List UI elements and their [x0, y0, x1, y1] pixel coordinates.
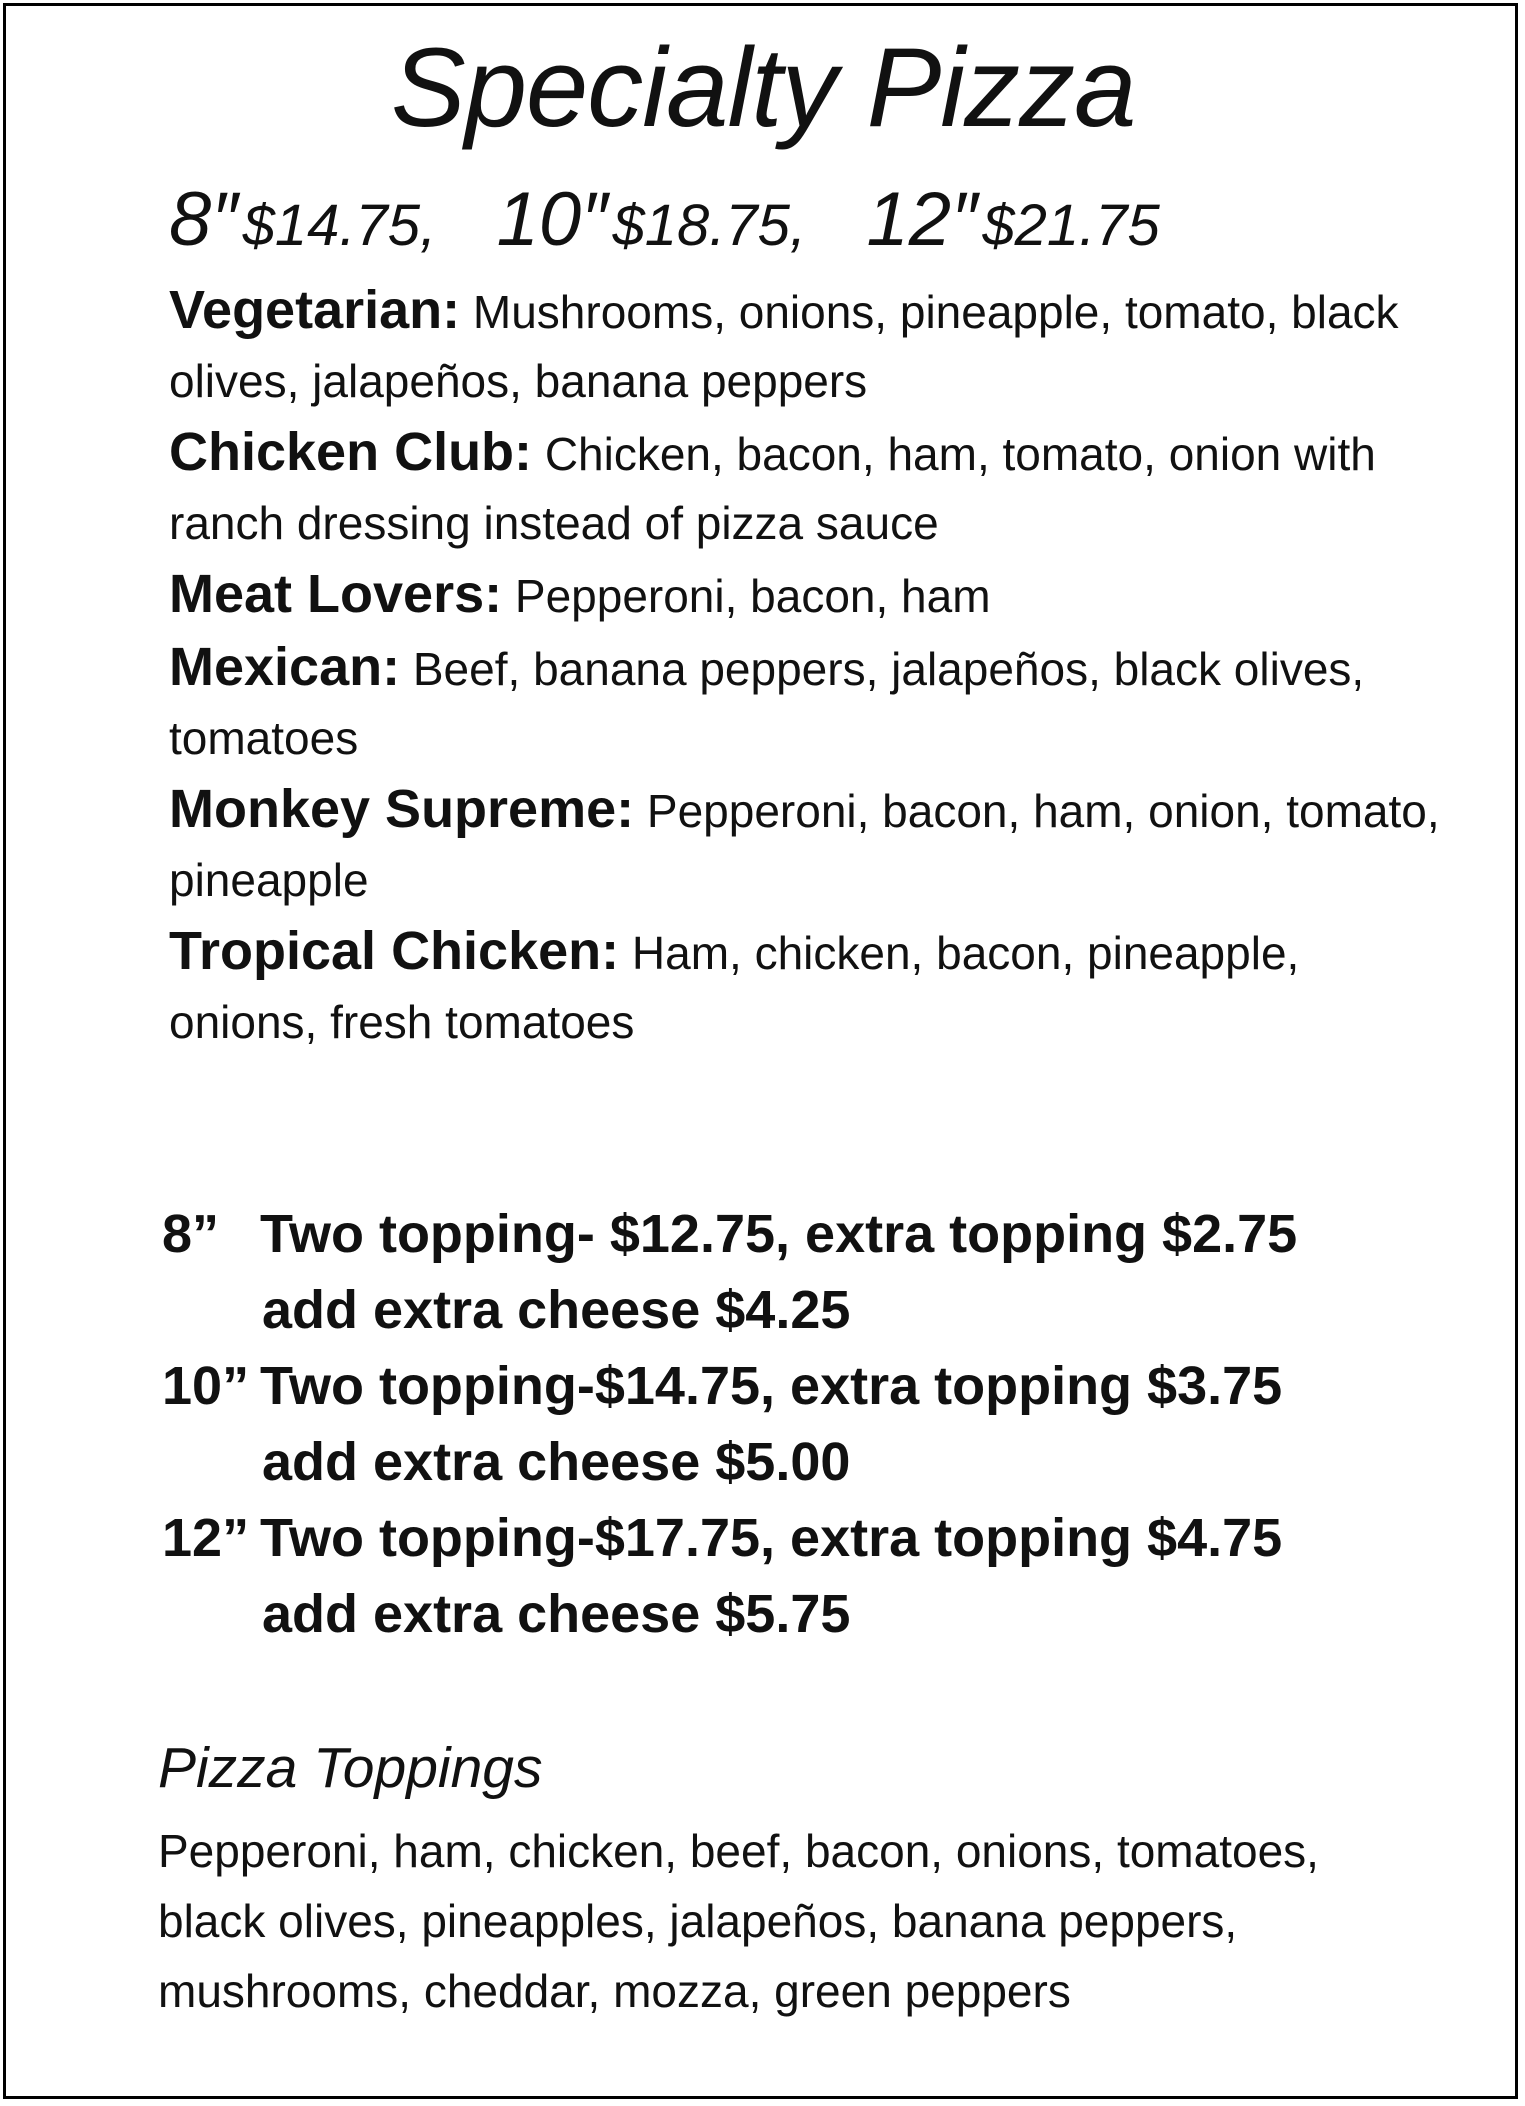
build-row-8	[162, 1196, 1462, 1272]
specialty-ingredients: Pepperoni, bacon, ham, onion, tomato, pineapple	[169, 785, 1440, 906]
specialty-price-8: $14.75,	[242, 193, 437, 258]
specialty-item-monkey-supreme	[169, 775, 1459, 915]
menu-title: Specialty Pizza	[391, 25, 1136, 150]
specialty-pizza-list	[169, 276, 1459, 1059]
build-price-line: Two topping-$17.75, extra topping $4.75	[260, 1508, 1283, 1568]
specialty-name: Tropical Chicken:	[169, 921, 620, 981]
specialty-item-chicken-club	[169, 418, 1459, 558]
specialty-name: Meat Lovers:	[169, 564, 503, 624]
specialty-item-vegetarian	[169, 276, 1459, 416]
specialty-item-meat-lovers	[169, 560, 1459, 631]
specialty-price-12: $21.75	[982, 193, 1160, 258]
specialty-size-8: 8″	[169, 177, 239, 262]
build-cheese-8: add extra cheese $4.25	[262, 1280, 851, 1340]
specialty-item-mexican	[169, 633, 1459, 773]
specialty-ingredients: Ham, chicken, bacon, pineapple, onions, fresh tomatoes	[169, 927, 1300, 1048]
build-row-12	[162, 1500, 1462, 1576]
specialty-name: Vegetarian:	[169, 280, 461, 340]
specialty-name: Mexican:	[169, 637, 401, 697]
specialty-name: Monkey Supreme:	[169, 779, 635, 839]
specialty-name: Chicken Club:	[169, 422, 533, 482]
specialty-size-12: 12″	[866, 177, 978, 262]
menu-page	[3, 3, 1518, 2099]
specialty-ingredients: Chicken, bacon, ham, tomato, onion with ranch dressing instead of pizza sauce	[169, 428, 1376, 549]
specialty-ingredients: Beef, banana peppers, jalapeños, black olives, tomatoes	[169, 643, 1365, 764]
toppings-list: Pepperoni, ham, chicken, beef, bacon, onions, tomatoes, black olives, pineapples, jalapeños, banana peppers, mushrooms, cheddar, mozza, green peppers	[158, 1825, 1319, 2017]
specialty-ingredients: Pepperoni, bacon, ham	[514, 570, 991, 622]
specialty-item-tropical-chicken	[169, 917, 1459, 1057]
build-row-10	[162, 1348, 1462, 1424]
specialty-size-10: 10″	[496, 177, 609, 262]
specialty-ingredients: Mushrooms, onions, pineapple, tomato, black olives, jalapeños, banana peppers	[169, 286, 1399, 407]
build-cheese-10: add extra cheese $5.00	[262, 1432, 851, 1492]
specialty-price-line	[169, 178, 1160, 262]
build-size: 10”	[162, 1356, 250, 1416]
build-size: 12”	[162, 1508, 250, 1568]
toppings-heading: Pizza Toppings	[158, 1736, 543, 1800]
build-cheese-12: add extra cheese $5.75	[262, 1584, 851, 1644]
specialty-price-10: $18.75,	[612, 193, 807, 258]
build-price-line: Two topping- $12.75, extra topping $2.75	[260, 1204, 1298, 1264]
build-price-line: Two topping-$14.75, extra topping $3.75	[260, 1356, 1283, 1416]
build-size: 8”	[162, 1204, 220, 1264]
build-your-own-list	[162, 1196, 1462, 1652]
